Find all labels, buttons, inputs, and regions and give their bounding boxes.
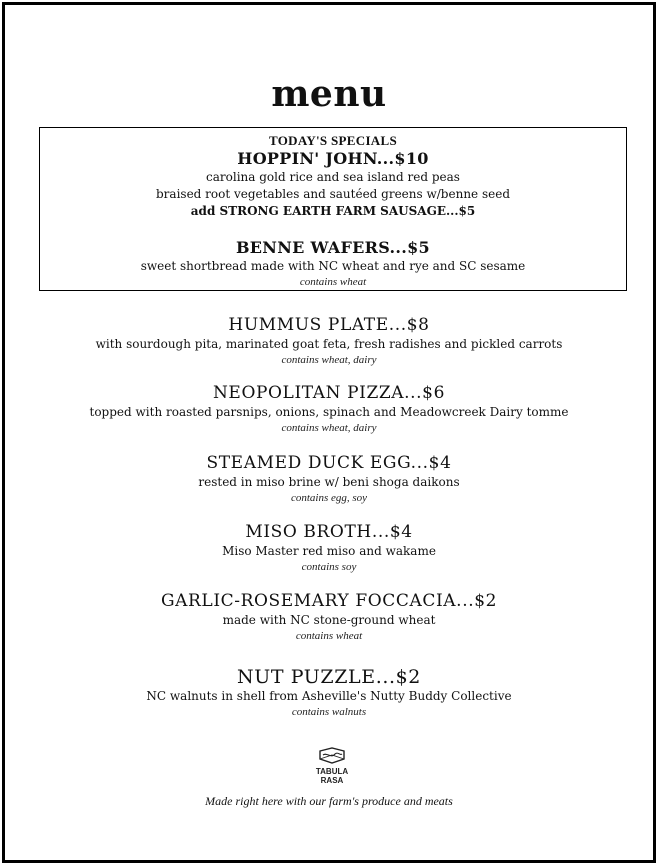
specials-box bbox=[39, 127, 627, 291]
special-item-addon: add STRONG EARTH FARM SAUSAGE...$5 bbox=[190, 204, 476, 218]
tabula-rasa-logo-icon bbox=[311, 747, 353, 789]
menu-item bbox=[5, 590, 653, 643]
menu-item bbox=[5, 452, 653, 505]
menu-item bbox=[5, 521, 653, 574]
menu-item-name: STEAMED DUCK EGG...$4 bbox=[206, 453, 452, 473]
menu-item-name: MISO BROTH...$4 bbox=[245, 522, 413, 542]
menu-item-allergens: contains wheat bbox=[295, 630, 363, 642]
menu-item-allergens: contains walnuts bbox=[291, 706, 367, 718]
special-item-name: HOPPIN' JOHN...$10 bbox=[237, 149, 429, 168]
menu-item bbox=[5, 314, 653, 367]
menu-item-allergens: contains wheat, dairy bbox=[281, 422, 377, 434]
menu-item bbox=[5, 666, 653, 719]
menu-item-description: topped with roasted parsnips, onions, spinach and Meadowcreek Dairy tomme bbox=[89, 405, 569, 419]
special-item-description: carolina gold rice and sea island red peas bbox=[206, 170, 460, 184]
menu-item-name: GARLIC-ROSEMARY FOCCACIA...$2 bbox=[160, 591, 498, 611]
logo-text-line2: RASA bbox=[320, 776, 344, 785]
tagline: Made right here with our farm's produce and meats bbox=[205, 794, 453, 808]
menu-item-name: HUMMUS PLATE...$8 bbox=[228, 315, 430, 335]
menu-title: menu bbox=[271, 73, 387, 115]
special-item-description: sweet shortbread made with NC wheat and rye and SC sesame bbox=[140, 259, 526, 273]
menu-item-allergens: contains soy bbox=[301, 561, 357, 573]
menu-item-description: Miso Master red miso and wakame bbox=[222, 544, 436, 558]
menu-item-description: with sourdough pita, marinated goat feta, fresh radishes and pickled carrots bbox=[95, 337, 563, 351]
menu-item-allergens: contains wheat, dairy bbox=[281, 354, 377, 366]
menu-item-name: NEOPOLITAN PIZZA...$6 bbox=[212, 383, 446, 403]
menu-item-description: made with NC stone-ground wheat bbox=[222, 613, 436, 627]
menu-page bbox=[2, 2, 656, 863]
menu-item-description: NC walnuts in shell from Asheville's Nutty Buddy Collective bbox=[146, 689, 512, 703]
special-item-name: BENNE WAFERS...$5 bbox=[235, 238, 430, 257]
menu-item-name: NUT PUZZLE...$2 bbox=[237, 666, 421, 688]
special-item-allergens: contains wheat bbox=[299, 276, 367, 288]
menu-item-description: rested in miso brine w/ beni shoga daikons bbox=[198, 475, 460, 489]
special-item-description: braised root vegetables and sautéed greens w/benne seed bbox=[156, 187, 510, 201]
specials-heading: TODAY'S SPECIALS bbox=[269, 133, 397, 148]
menu-item bbox=[5, 382, 653, 435]
logo-text-line1: TABULA bbox=[315, 767, 349, 776]
menu-item-allergens: contains egg, soy bbox=[290, 492, 368, 504]
